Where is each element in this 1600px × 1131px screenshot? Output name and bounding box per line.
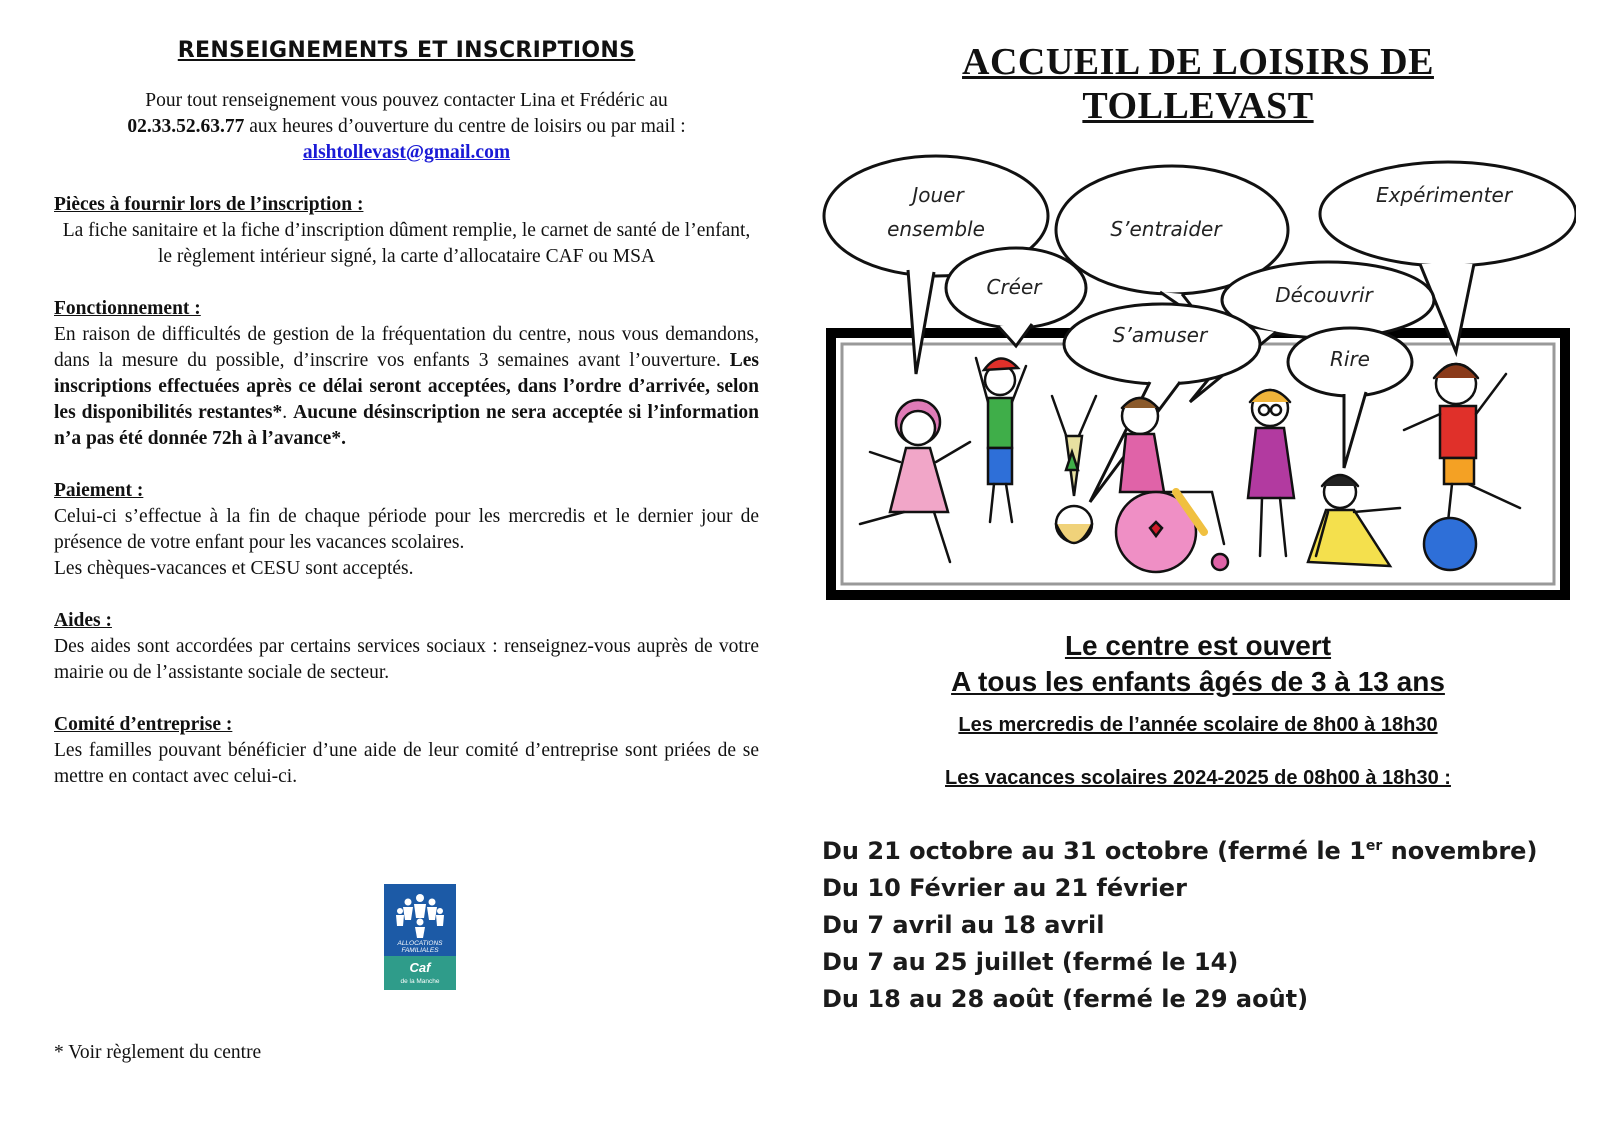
bubble-text-experimenter: Expérimenter — [1375, 183, 1513, 207]
bubble-text-ensemble: ensemble — [887, 217, 985, 241]
phone-number: 02.33.52.63.77 — [127, 116, 245, 137]
date-text: Du 18 au 28 août (fermé le 29 août) — [822, 985, 1309, 1013]
paiement-title: Paiement : — [54, 480, 144, 501]
bubble-text-sentraider: S’entraider — [1110, 217, 1222, 241]
date-item — [822, 828, 1582, 870]
caf-logo-line-4: de la Manche — [400, 978, 440, 985]
fonctionnement-section — [54, 296, 759, 452]
bubble-text-decouvrir: Découvrir — [1275, 283, 1373, 307]
footnote: * Voir règlement du centre — [54, 1042, 262, 1063]
date-text: Du 10 Février au 21 février — [822, 874, 1187, 902]
section-title-renseignements: RENSEIGNEMENTS ET INSCRIPTIONS — [177, 38, 636, 63]
contact-text: Pour tout renseignement vous pouvez contacter Lina et Frédéric au — [145, 90, 668, 111]
children-illustration — [820, 152, 1576, 612]
aides-text: Des aides sont accordées par certains services sociaux : renseignez-vous auprès de votre mairie ou de l’assistante sociale de secteur. — [54, 636, 759, 683]
date-text: Du 21 octobre au 31 octobre (fermé le 1 — [822, 837, 1366, 865]
pieces-section — [54, 192, 759, 270]
email-link[interactable]: alshtollevast@gmail.com — [302, 142, 511, 163]
bubble-text-rire: Rire — [1330, 347, 1370, 371]
aides-section — [54, 608, 759, 686]
fonctionnement-dot: . — [282, 402, 288, 423]
cheques-text: Les chèques-vacances et CESU sont acceptés. — [54, 558, 414, 579]
contact-intro — [54, 88, 759, 166]
aides-title: Aides : — [54, 610, 112, 631]
fonctionnement-bold-1: Les inscriptions effectuées après ce délai seront acceptées, dans l’ordre d’arrivée, selon les disponibilités restantes* — [54, 350, 759, 423]
pieces-text: La fiche sanitaire et la fiche d’inscription dûment remplie, le carnet de santé de l’enfant, le règlement intérieur signé, la carte d’allocataire CAF ou MSA — [62, 220, 751, 267]
comite-title: Comité d’entreprise : — [54, 714, 233, 735]
fonctionnement-text — [54, 322, 759, 452]
fonctionnement-title: Fonctionnement : — [54, 298, 201, 319]
title-line-1: ACCUEIL DE LOISIRS DE — [962, 41, 1434, 83]
vacances-hours: Les vacances scolaires 2024-2025 de 08h00 à 18h30 : — [945, 767, 1451, 789]
caf-logo — [384, 884, 456, 990]
mercredis-hours: Les mercredis de l’année scolaire de 8h00 à 18h30 — [958, 714, 1438, 736]
date-text: Du 7 au 25 juillet (fermé le 14) — [822, 948, 1239, 976]
vacation-dates-list — [822, 828, 1582, 1018]
comite-text: Les familles pouvant bénéficier d’une aide de leur comité d’entreprise sont priées de se mettre en contact avec celui-ci. — [54, 740, 759, 787]
paiement-section — [54, 478, 759, 582]
date-item — [822, 944, 1582, 981]
comite-section — [54, 712, 759, 790]
bubble-text-creer: Créer — [986, 275, 1042, 299]
pieces-title: Pièces à fournir lors de l’inscription : — [54, 194, 364, 215]
date-text-suffix: novembre) — [1382, 837, 1538, 865]
right-column-header — [820, 40, 1576, 128]
date-item — [822, 870, 1582, 907]
page-title — [820, 40, 1576, 128]
caf-logo-line-3: Caf — [409, 960, 431, 975]
date-item — [822, 907, 1582, 944]
bubble-text-samuser: S’amuser — [1112, 323, 1208, 347]
bubble-text-jouer: Jouer — [912, 183, 964, 207]
fonctionnement-body: En raison de difficultés de gestion de la fréquentation du centre, nous vous demandons, dans la mesure du possible, d’inscrire vos enfants 3 semaines avant l’ouverture. — [54, 324, 759, 371]
date-text: Du 7 avril au 18 avril — [822, 911, 1105, 939]
open-line-1: Le centre est ouvert — [1064, 630, 1332, 661]
caf-logo-line-1: ALLOCATIONS — [397, 940, 443, 947]
date-superscript: er — [1365, 838, 1383, 854]
paiement-text: Celui-ci s’effectue à la fin de chaque période pour les mercredis et le dernier jour de présence de votre enfant pour les vacances scolaires. — [54, 506, 759, 553]
open-line-2: A tous les enfants âgés de 3 à 13 ans — [951, 666, 1445, 697]
caf-logo-line-2: FAMILIALES — [401, 947, 439, 954]
fonctionnement-bold-2: Aucune désinscription ne sera acceptée si l’information n’a pas été donnée 72h à l’avance*. — [54, 402, 760, 449]
title-line-2: TOLLEVAST — [1082, 85, 1314, 127]
opening-info — [820, 628, 1576, 790]
left-column — [54, 38, 759, 790]
contact-text-2: aux heures d’ouverture du centre de loisirs ou par mail : — [244, 116, 686, 137]
date-item — [822, 981, 1582, 1018]
